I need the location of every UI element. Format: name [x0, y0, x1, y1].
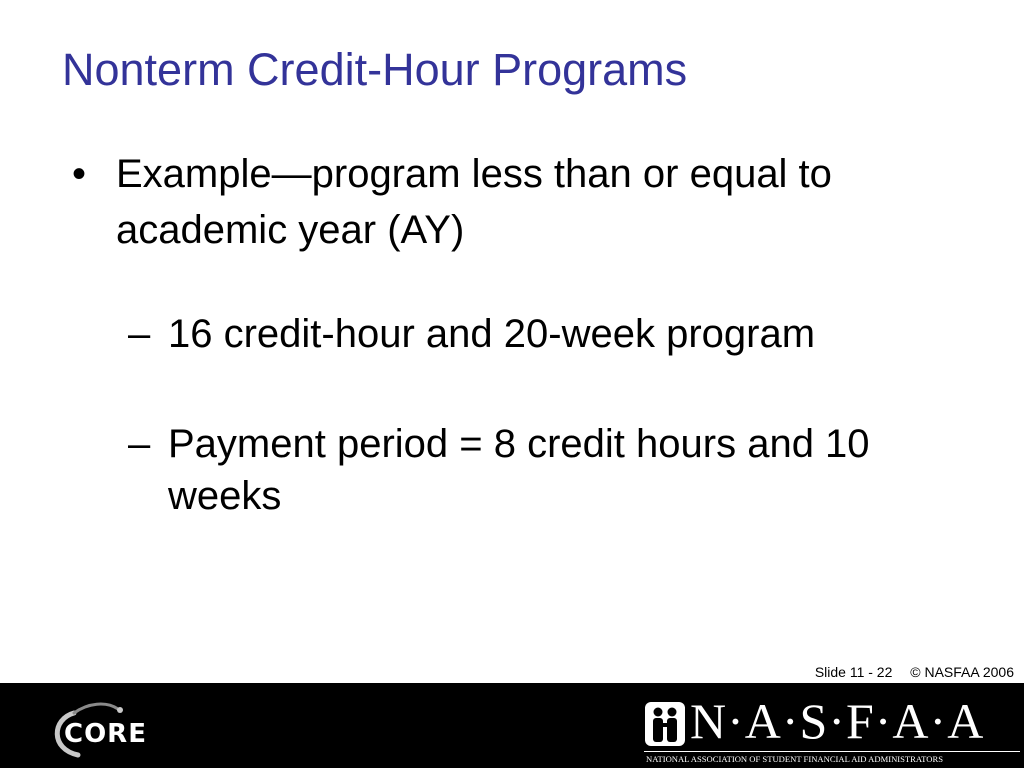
copyright-text: © NASFAA 2006 — [910, 664, 1014, 680]
slide-title: Nonterm Credit-Hour Programs — [62, 44, 688, 95]
footer-bar — [0, 683, 1024, 768]
sub-item-marker: – — [128, 312, 151, 356]
nasfaa-people-icon — [644, 701, 686, 747]
nasfaa-wordmark: N·A·S·F·A·A — [690, 693, 985, 749]
nasfaa-divider — [644, 751, 1020, 752]
core-logo — [44, 691, 164, 761]
bullet-marker: • — [72, 152, 87, 196]
nasfaa-tagline: NATIONAL ASSOCIATION OF STUDENT FINANCIAL AID ADMINISTRATORS — [646, 754, 943, 764]
sub-item-text: Payment period = 8 credit hours and 10 weeks — [168, 422, 870, 518]
sub-item-text: 16 credit-hour and 20-week program — [168, 312, 816, 356]
slide-number: Slide 11 - 22 — [814, 664, 893, 680]
footer-caption — [815, 662, 1014, 682]
sub-item-marker: – — [128, 422, 151, 466]
nasfaa-logo — [642, 693, 1020, 763]
bullet-text: Example—program less than or equal to academic year (AY) — [116, 152, 832, 252]
core-logo-text: CORE — [64, 719, 147, 749]
